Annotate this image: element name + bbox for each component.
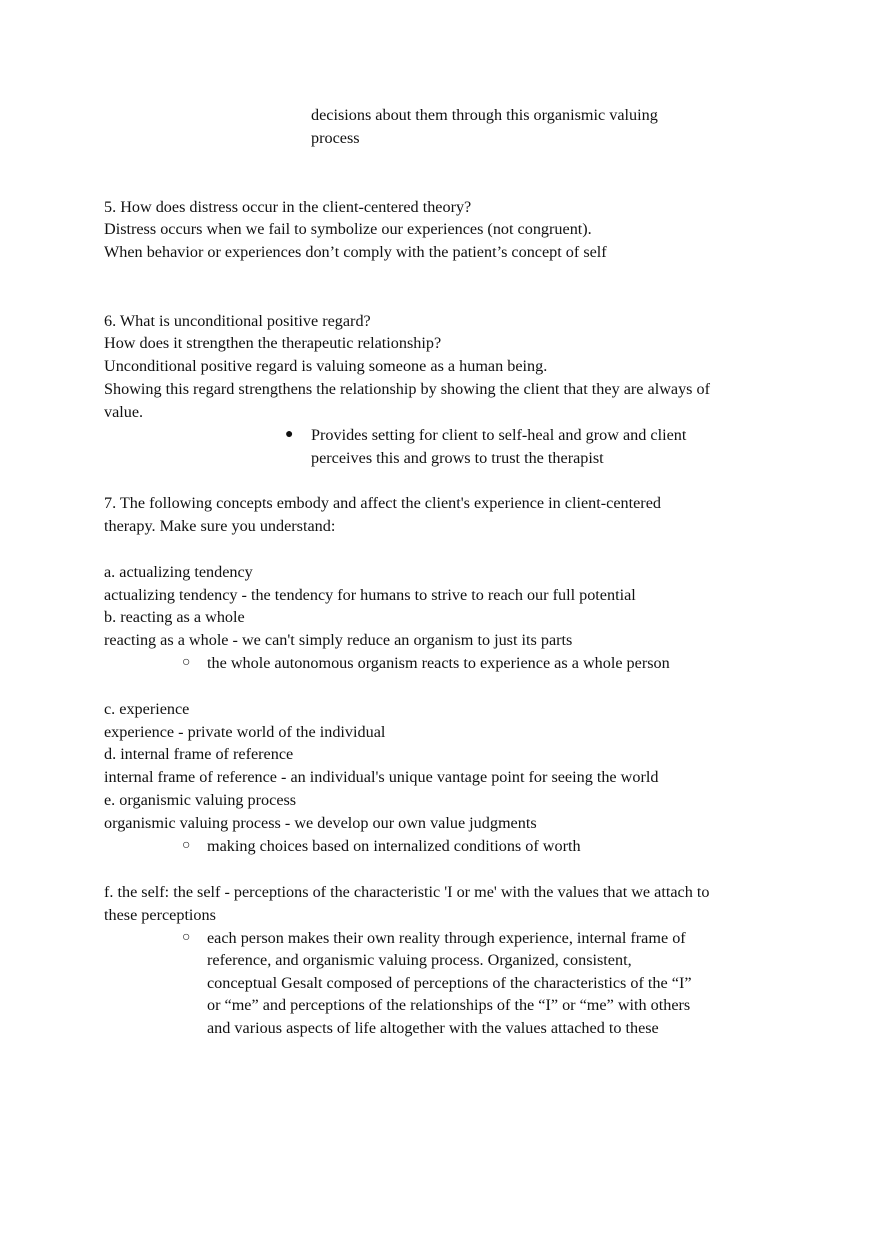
- bullet-icon: ●: [285, 427, 294, 442]
- item-f-line-1: f. the self: the self - perceptions of the characteristic 'I or me' with the values that we attach to: [104, 883, 710, 901]
- question-7-title-1: 7. The following concepts embody and affect the client's experience in client-centered: [104, 494, 661, 512]
- item-f-line-2: these perceptions: [104, 906, 216, 924]
- question-6-bullet-line-2: perceives this and grows to trust the therapist: [311, 449, 604, 467]
- hollow-bullet-icon: ○: [182, 930, 191, 945]
- item-e-subpoint: making choices based on internalized conditions of worth: [207, 837, 581, 855]
- item-a-heading: a. actualizing tendency: [104, 563, 253, 581]
- question-6-subtitle: How does it strengthen the therapeutic relationship?: [104, 334, 442, 352]
- item-e-heading: e. organismic valuing process: [104, 791, 297, 809]
- item-f-subpoint-line-4: or “me” and perceptions of the relationships of the “I” or “me” with others: [207, 996, 691, 1014]
- item-e-definition: organismic valuing process - we develop our own value judgments: [104, 814, 537, 832]
- hollow-bullet-icon: ○: [182, 655, 191, 670]
- continuation-line-2: process: [311, 129, 360, 147]
- question-6-answer-2: Showing this regard strengthens the relationship by showing the client that they are always of: [104, 380, 710, 398]
- question-6-answer-3: value.: [104, 403, 144, 421]
- question-5-title: 5. How does distress occur in the client-centered theory?: [104, 198, 472, 216]
- question-6-title: 6. What is unconditional positive regard?: [104, 312, 371, 330]
- item-f-subpoint-line-3: conceptual Gesalt composed of perceptions of the characteristics of the “I”: [207, 974, 692, 992]
- item-b-subpoint: the whole autonomous organism reacts to experience as a whole person: [207, 654, 670, 672]
- item-c-heading: c. experience: [104, 700, 190, 718]
- item-f-subpoint-line-5: and various aspects of life altogether with the values attached to these: [207, 1019, 659, 1037]
- question-5-answer-2: When behavior or experiences don’t comply with the patient’s concept of self: [104, 243, 607, 261]
- item-d-heading: d. internal frame of reference: [104, 745, 294, 763]
- item-f-subpoint-line-1: each person makes their own reality through experience, internal frame of: [207, 929, 686, 947]
- question-7-title-2: therapy. Make sure you understand:: [104, 517, 336, 535]
- question-6-bullet-line-1: Provides setting for client to self-heal and grow and client: [311, 426, 687, 444]
- item-b-heading: b. reacting as a whole: [104, 608, 245, 626]
- item-b-definition: reacting as a whole - we can't simply reduce an organism to just its parts: [104, 631, 573, 649]
- item-a-definition: actualizing tendency - the tendency for humans to strive to reach our full potential: [104, 586, 636, 604]
- item-c-definition: experience - private world of the individual: [104, 723, 386, 741]
- question-5-answer-1: Distress occurs when we fail to symbolize our experiences (not congruent).: [104, 220, 592, 238]
- item-f-subpoint-line-2: reference, and organismic valuing process. Organized, consistent,: [207, 951, 632, 969]
- item-d-definition: internal frame of reference - an individual's unique vantage point for seeing the world: [104, 768, 659, 786]
- question-6-answer-1: Unconditional positive regard is valuing someone as a human being.: [104, 357, 548, 375]
- continuation-line-1: decisions about them through this organismic valuing: [311, 106, 658, 124]
- hollow-bullet-icon: ○: [182, 838, 191, 853]
